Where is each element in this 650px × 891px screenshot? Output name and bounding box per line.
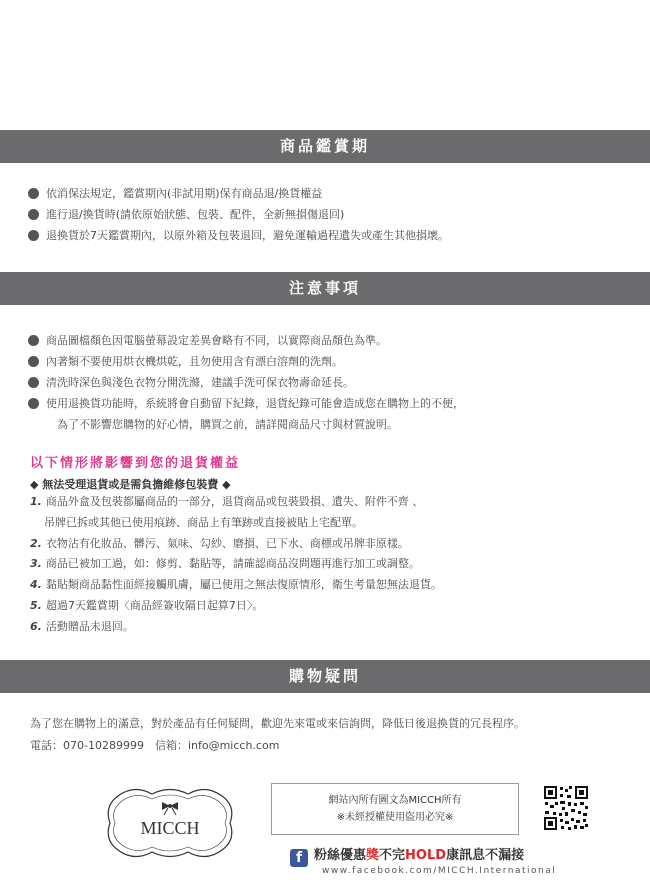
return-rights-heading: 以下情形將影響到您的退貨權益 <box>30 456 241 471</box>
list-item: 4. 黏貼類商品黏性面經接觸肌膚，屬已使用之無法復原情形，衛生考量恕無法退貨。 <box>30 578 442 592</box>
contact-info <box>30 713 525 757</box>
contact-line[interactable]: 電話：070-10289999 信箱：info@micch.com <box>30 739 280 752</box>
list-item: 3. 商品已被加工過，如：修剪、黏貼等，請確認商品沒問題再進行加工或調整。 <box>30 557 420 571</box>
list-item: 使用退換貨功能時，系統將會自動留下紀錄，退貨紀錄可能會造成您在購物上的不便， 為了不影響您購物的好心情，購買之前，請詳閱商品尺寸與材質說明。 <box>28 393 464 435</box>
copyright-notice <box>271 783 519 835</box>
list-item-continuation: 吊牌已拆或其他已使用痕跡、商品上有筆跡或直接被貼上宅配單。 <box>44 515 363 529</box>
copyright-line: ※未經授權使用盜用必究※ <box>336 812 454 823</box>
bullet-icon <box>28 377 39 388</box>
bullet-icon <box>28 188 39 199</box>
list-item: 清洗時深色與淺色衣物分開洗滌，建議手洗可保衣物壽命延長。 <box>28 372 464 393</box>
notes-list <box>28 330 464 435</box>
list-item: 商品圖檔顏色因電腦螢幕設定差異會略有不同，以實際商品顏色為準。 <box>28 330 464 351</box>
faq-text: 為了您在購物上的滿意，對於產品有任何疑問，歡迎先來電或來信詢問，降低日後退換貨的冗長程序。 <box>30 717 525 730</box>
appreciation-list <box>28 183 449 246</box>
list-item: 依消保法規定，鑑賞期內(非試用期)保有商品退/換貨權益 <box>28 183 449 204</box>
bullet-icon <box>28 398 39 409</box>
facebook-promo[interactable]: f 粉絲優惠獎不完HOLD康訊息不漏接 <box>290 844 524 867</box>
list-item: 2. 衣物沾有化妝品、髒污、氣味、勾紗、磨損、已下水、商標或吊牌非原樣。 <box>30 536 409 550</box>
list-item: 6. 活動贈品未退回。 <box>30 619 134 633</box>
list-item: 內著類不要使用烘衣機烘乾，且勿使用含有漂白溶劑的洗劑。 <box>28 351 464 372</box>
list-item: 退換貨於7天鑑賞期內，以原外箱及包裝退回，避免運輸過程遺失或產生其他損壞。 <box>28 225 449 246</box>
facebook-url-link[interactable]: www.facebook.com/MICCH.International <box>322 866 557 876</box>
no-return-subheading: ◆ 無法受理退貨或是需負擔維修包裝費 ◆ <box>30 478 231 491</box>
bullet-icon <box>28 335 39 346</box>
facebook-icon[interactable]: f <box>290 849 308 867</box>
section-title-faq: 購物疑問 <box>288 667 361 685</box>
list-item: 5. 超過7天鑑賞期〈商品經簽收隔日起算7日〉。 <box>30 598 264 612</box>
bullet-icon <box>28 209 39 220</box>
list-item: 1. 商品外盒及包裝都屬商品的一部分，退貨商品或包裝毀損、遺失、附件不齊 、 吊牌已拆或其他已使用痕跡、商品上有筆跡或直接被貼上宅配單。 <box>30 492 442 534</box>
return-conditions-list <box>30 492 442 638</box>
section-title-notes: 注意事項 <box>288 279 361 297</box>
section-title-appreciation: 商品鑑賞期 <box>279 137 370 155</box>
copyright-line: 網站內所有圖文為MICCH所有 <box>328 795 462 806</box>
qr-code[interactable] <box>543 785 589 835</box>
bullet-icon <box>28 356 39 367</box>
bullet-icon <box>28 230 39 241</box>
logo-text: MICCH <box>140 818 200 838</box>
list-item: 進行退/換貨時(請依原始狀態、包裝、配件，全新無損傷退回) <box>28 204 449 225</box>
micch-logo <box>100 782 240 868</box>
list-item-continuation: 為了不影響您購物的好心情，購買之前，請詳閱商品尺寸與材質說明。 <box>57 418 398 431</box>
